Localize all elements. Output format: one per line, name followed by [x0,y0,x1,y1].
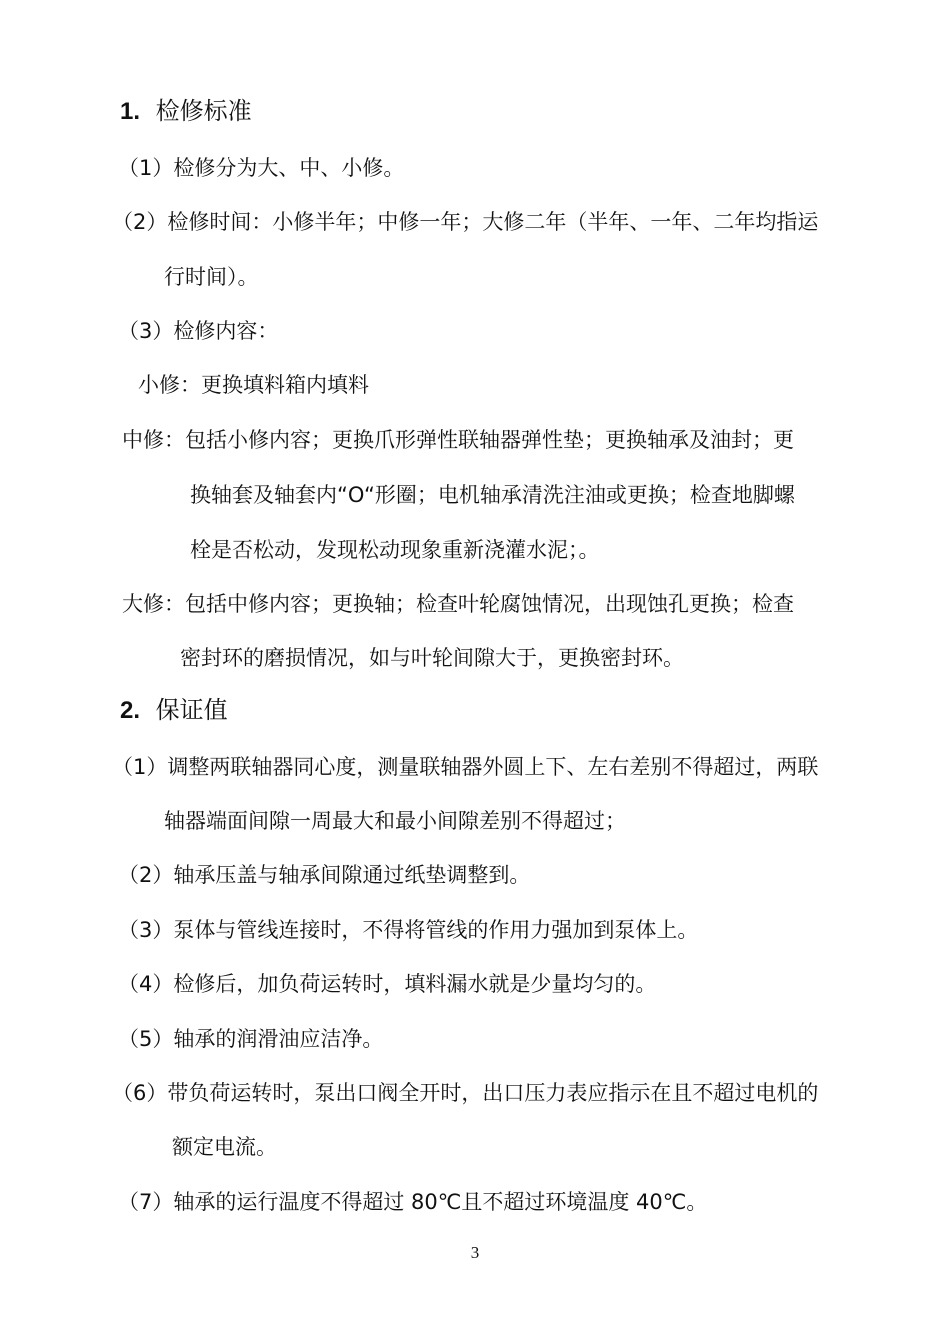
paragraph-line: 栓是否松动，发现松动现象重新浇灌水泥；。 [190,538,600,562]
section-title: 检修标准 [155,97,252,125]
paragraph-line: 中修：包括小修内容；更换爪形弹性联轴器弹性垫；更换轴承及油封；更 [122,428,794,452]
paragraph-line: 轴器端面间隙一周最大和最小间隙差别不得超过； [164,809,626,833]
section-number-separator: . [133,98,141,125]
paragraph-line: （1）检修分为大、中、小修。 [118,156,405,180]
paragraph-line: （4）检修后，加负荷运转时，填料漏水就是少量均匀的。 [118,972,657,996]
section-number-separator: . [133,697,141,724]
paragraph-line: （5）轴承的润滑油应洁净。 [118,1027,384,1051]
section-title: 保证值 [155,696,228,724]
paragraph-line: 换轴套及轴套内“O“形圈；电机轴承清洗注油或更换；检查地脚螺 [190,483,795,507]
paragraph-line: （7）轴承的运行温度不得超过 80℃且不超过环境温度 40℃。 [118,1190,708,1214]
paragraph-line: 密封环的磨损情况，如与叶轮间隙大于，更换密封环。 [180,646,684,670]
paragraph-line: （2）轴承压盖与轴承间隙通过纸垫调整到。 [118,863,531,887]
paragraph-line: 行时间）。 [164,265,259,289]
paragraph-line: 小修：更换填料箱内填料 [138,373,369,397]
section-number: 2 [120,697,134,724]
section-heading [120,96,252,127]
paragraph-line: （2）检修时间：小修半年；中修一年；大修二年（半年、一年、二年均指运 [112,210,819,234]
paragraph-line: 大修：包括中修内容；更换轴；检查叶轮腐蚀情况，出现蚀孔更换；检查 [122,592,794,616]
section-heading [120,695,228,726]
page-number: 3 [470,1243,480,1262]
paragraph-line: 额定电流。 [172,1135,277,1159]
paragraph-line: （6）带负荷运转时，泵出口阀全开时，出口压力表应指示在且不超过电机的 [112,1081,819,1105]
paragraph-line: （1）调整两联轴器同心度，测量联轴器外圆上下、左右差别不得超过，两联 [112,755,819,779]
paragraph-line: （3）检修内容： [118,319,279,343]
section-number: 1 [120,98,134,125]
paragraph-line: （3）泵体与管线连接时，不得将管线的作用力强加到泵体上。 [118,918,699,942]
